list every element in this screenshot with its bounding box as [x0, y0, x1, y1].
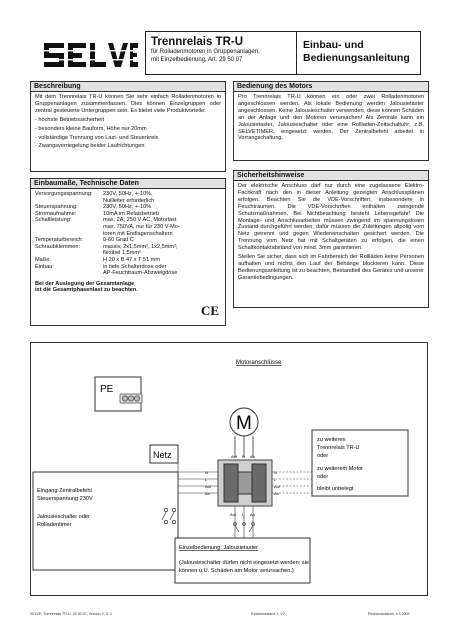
product-subtitle-2: mit Einzelbedienung, Art. 29 50 07	[151, 56, 243, 63]
bedienung-section	[233, 81, 429, 161]
einbau-section	[30, 178, 226, 326]
right-note-3: oder	[317, 453, 329, 459]
gesamtlast-note	[35, 281, 221, 294]
spec-row: flexibel 1,5mm²	[103, 250, 141, 257]
feature-item: - Zwangsverriegelung beider Laufrichtungen	[35, 143, 145, 150]
top-term-n: N	[242, 454, 245, 459]
left-term-n: N	[205, 470, 208, 475]
einzel-line-1: (Jalousieschalter dürfen nicht eingesetzt werden; sie	[179, 560, 309, 566]
pe-label: PE	[100, 384, 114, 395]
left-term-ab: Ab	[205, 491, 210, 496]
spec-row: Nullleiter erforderlich	[103, 197, 155, 204]
spec-row: AP-Feuchtraum-Abzweigdose	[103, 270, 178, 277]
ce-mark: CE	[200, 303, 219, 318]
left-term-l: L	[205, 477, 208, 482]
left-term-auf: Auf	[205, 484, 212, 489]
bedienung-heading: Bedienung des Motors	[234, 82, 428, 92]
feature-item: - vollständige Trennung von Last- und Steuerkreis	[35, 134, 159, 141]
wiring-diagram	[30, 342, 428, 596]
right-note-5: oder	[317, 474, 329, 480]
spec-list	[31, 189, 225, 296]
einzel-title: Einzelbedienung: Jalousietaster	[179, 545, 258, 551]
footer-right: Revisionsdatum: 4.3.2005	[368, 612, 410, 616]
left-label-3: Jalousieschalter oder	[37, 514, 90, 520]
netz-label: Netz	[153, 450, 172, 460]
right-term-ab: Ab	[274, 491, 279, 496]
bottom-term-auf: Auf	[230, 512, 237, 517]
manual-title-line-1: Einbau- und	[303, 39, 364, 51]
spec-row: Versorgungsspannung: 230V, 50Hz, +-10%,	[35, 191, 153, 197]
beschreibung-intro: Mit dem Trennrelais TR-U können Sie sehr einfach Rolladenmotoren in Gruppenanlagen zusammenfassen. Dies können Einzelgruppen oder zentral gesteuerte Untergruppen sein. Es bietet viele Produktvorteile:	[35, 94, 221, 114]
spec-row: Steuerspannung: 230V, 50Hz, +-10%	[35, 204, 152, 211]
right-note-6: bleibt unbelegt	[317, 486, 354, 492]
sicherheit-section	[233, 170, 429, 308]
pe-terminal-icon	[120, 394, 142, 403]
left-label-4: Rolladentimer	[37, 522, 72, 528]
right-note-4: zu weiterem Motor	[317, 466, 364, 472]
right-note-1: zu weiteren	[317, 437, 346, 443]
sicherheit-p1: Der elektrische Anschluss darf nur durch eine zugelassene Elektro-Fachkraft nach den in dieser Anleitung gezeigten Anschlussplänen erfolgen. Beachten Sie die VDE-Vorschriften, insbesondere in Feuchträumen. Die VDE-Vorschriften enthalten zwingende Schutzmaßnahmen. Bei Nichtbeachtung besteht Lebensgefahr! Die Montage- und Anschlusarbeiten müssen zwingend im spannungslosen Zustand durchgeführt werden; dafür müssen die Zuleitungen allpolig vom Netz getrennt und gegen Wiedereinschalten gesichert werden. Die Trennung vom Netz hat mit Schaltgeräten zu erfolgen, die einen Schaltkontaktabstand von mind. 3mm garantieren.	[238, 183, 424, 252]
footer-left: SELVE, Trennrelais TR-U, 29 50 07, Version 2, S. 1	[30, 612, 112, 616]
spec-row: Maße: H 20 x B 47 x T 51 mm	[35, 256, 160, 263]
footer-mid: Revisionsstand 1, V2	[251, 612, 285, 616]
spec-row: toren mit Endlagenschaltern	[103, 230, 173, 237]
feature-item: - höchste Betriebssicherheit	[35, 116, 105, 123]
spec-row: Schraubklemmen: massiv, 2x1,5mm², 1x2,5mm²;	[35, 243, 178, 250]
top-term-ab: Ab	[250, 454, 255, 459]
beschreibung-heading: Beschreibung	[31, 82, 225, 92]
beschreibung-section	[30, 81, 226, 172]
bottom-term-ab: Ab	[250, 512, 255, 517]
right-term-n: N	[274, 470, 277, 475]
spec-row: Temperaturbereich: 0-60 Grad C	[35, 237, 134, 244]
left-label-box	[33, 472, 178, 570]
sicherheit-text	[234, 181, 428, 286]
selve-logo	[42, 37, 138, 73]
spec-row: Stromaufnahme: 10mA im Relaisbetrieb	[35, 210, 159, 217]
note-line-1: Bei der Auslegung der Gesamtanlage	[35, 280, 135, 287]
bottom-term-l: L	[242, 512, 245, 517]
sicherheit-heading: Sicherheitshinweise	[234, 171, 428, 181]
motor-label: M	[236, 413, 252, 434]
product-title: Trennrelais TR-U	[151, 36, 244, 48]
product-subtitle-1: für Rolladenmotoren in Gruppenanlagen,	[151, 49, 260, 55]
note-line-2: ist die Gesamtphasenlast zu beachten.	[35, 287, 138, 294]
left-label-1: Eingang Zentralbefehl	[37, 488, 92, 494]
bedienung-text: Pro Trennrelais TR-U können ein oder zwei Rolladenmotoren angeschlossen werden. Als lokale Bedienung werden Jalousietaster angeschlossen. Keine Jalousieschalter verwenden, diese können Schäden an der Anlage und den Motoren verursachen! Als Zentrale kann ein Jalousietaster, Jalousieschalter oder eine Rollladen-Zeitschaltuhr, z.B. SELVETIMER, eingesetzt werden. Der Zentralbefehl arbeitet in Vorrangschaltung.	[238, 94, 424, 142]
spec-row: Einbau: in tiefe Schalterdose oder	[35, 263, 167, 270]
feature-item: - besonders kleine Bauform, Höhe nur 20mm	[35, 125, 147, 132]
manual-title	[297, 31, 421, 75]
title-box	[145, 31, 297, 75]
einzel-line-2: können u.U. Schäden am Motor verursachen.)	[179, 568, 294, 574]
einbau-heading: Einbaumaße, Technische Daten	[31, 179, 225, 189]
spec-row: max. 750VA, nur für 230 V-Mo-	[103, 223, 180, 230]
left-label-2: Steuerspannung 230V	[37, 496, 93, 502]
beschreibung-text	[31, 92, 225, 154]
right-term-l: L	[274, 477, 277, 482]
manual-title-line-2: Bedienungsanleitung	[303, 52, 410, 64]
sicherheit-p2: Stellen Sie sicher, dass sich im Fahrbereich der Rollläden keine Personen aufhalten und nichts den Lauf der Behänge blockieren kann. Diese Bedienungsanleitung ist zu beachten, Bestandteil des Gerätes und unserer Garantiebedingungen.	[238, 254, 424, 281]
right-note-2: Trennrelais TR-U	[317, 445, 360, 451]
spec-row: Schaltleistung: max. 2A, 250 V AC, Motorlast	[35, 217, 177, 224]
right-term-auf: Auf	[274, 484, 281, 489]
motoranschluss-label: Motoranschlüsse	[236, 360, 282, 366]
top-term-auf: Auf	[231, 454, 238, 459]
